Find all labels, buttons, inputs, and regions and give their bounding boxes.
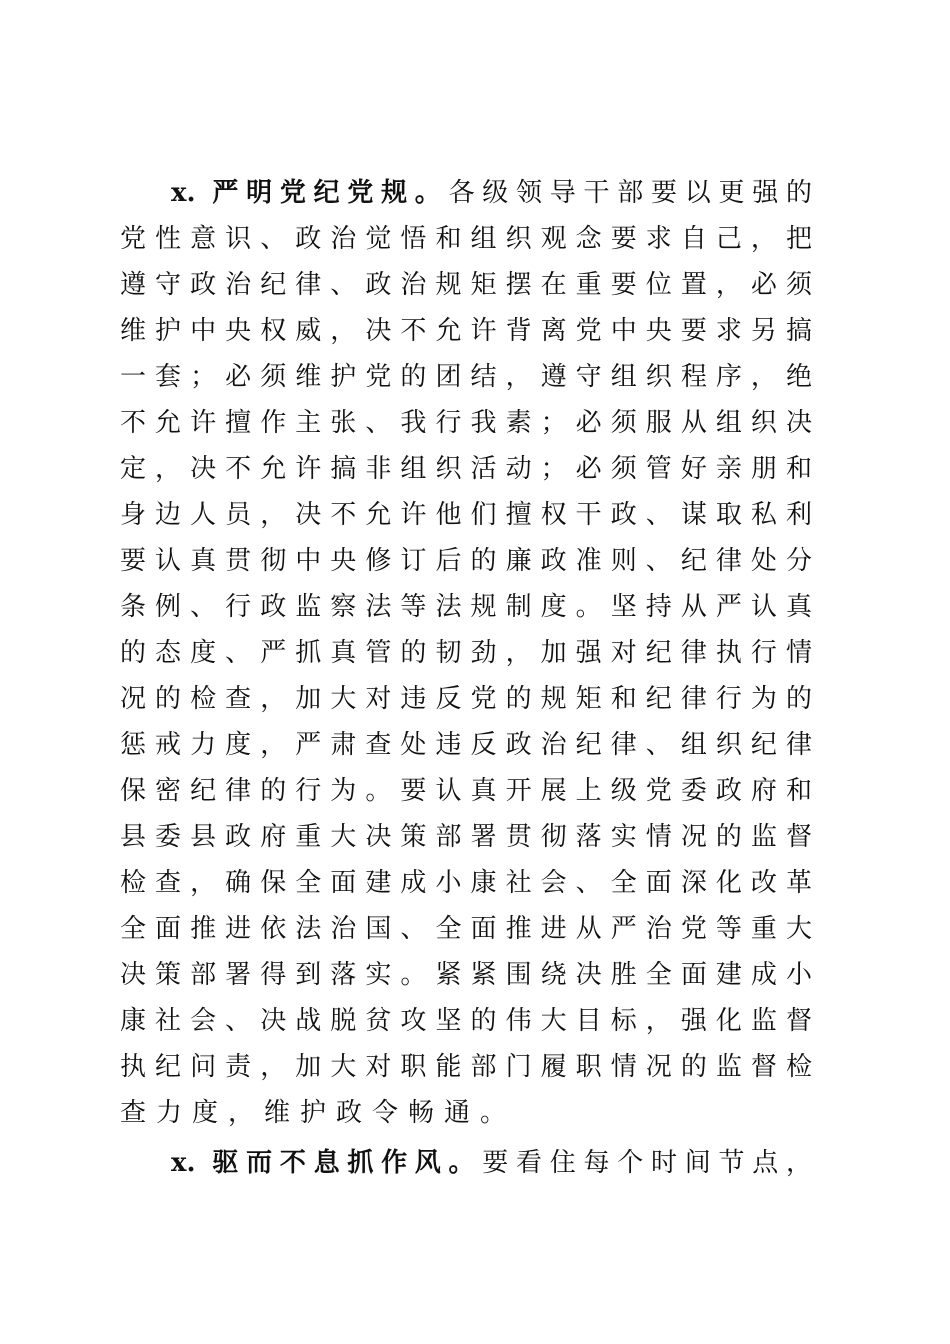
text-line: 惩戒力度，严肃查处违反政治纪律、组织纪律 [120,730,812,760]
text-line: 况的检查，加大对违反党的规矩和纪律行为的 [120,684,812,714]
paragraph-2-first-line [171,1140,812,1186]
text-line: 不允许擅作主张、我行我素；必须服从组织决 [120,408,812,438]
text-line: 要认真贯彻中央修订后的廉政准则、纪律处分 [120,546,812,576]
text-line: 执纪问责，加大对职能部门履职情况的监督检 [120,1052,812,1082]
paragraph-1-first-line [171,170,812,216]
paragraph-text: 各级领导干部要以更强的 [448,178,812,208]
text-line-last: 查力度，维护政令畅通。 [120,1098,517,1128]
text-line: 的态度、严抓真管的韧劲，加强对纪律执行情 [120,638,812,668]
text-line: 检查，确保全面建成小康社会、全面深化改革 [120,868,812,898]
text-line: 全面推进依法治国、全面推进从严治党等重大 [120,914,812,944]
text-line: 定，决不允许搞非组织活动；必须管好亲朋和 [120,454,812,484]
text-line: 康社会、决战脱贫攻坚的伟大目标，强化监督 [120,1006,812,1036]
section-heading-work-style: x. 驱而不息抓作风。 [171,1148,483,1178]
text-line: 遵守政治纪律、政治规矩摆在重要位置，必须 [120,270,812,300]
text-line: 条例、行政监察法等法规制度。坚持从严认真 [120,592,812,622]
text-line: 身边人员，决不允许他们擅权干政、谋取私利 [120,500,812,530]
paragraph-text: 要看住每个时间节点， [482,1148,812,1178]
text-line: 保密纪律的行为。要认真开展上级党委政府和 [120,776,812,806]
text-line: 决策部署得到落实。紧紧围绕决胜全面建成小 [120,960,812,990]
text-line: 党性意识、政治觉悟和组织观念要求自己，把 [120,224,812,254]
text-line: 一套；必须维护党的团结，遵守组织程序，绝 [120,362,812,392]
text-line: 维护中央权威，决不允许背离党中央要求另搞 [120,316,812,346]
section-heading-discipline: x. 严明党纪党规。 [171,178,449,208]
text-line: 县委县政府重大决策部署贯彻落实情况的监督 [120,822,812,852]
